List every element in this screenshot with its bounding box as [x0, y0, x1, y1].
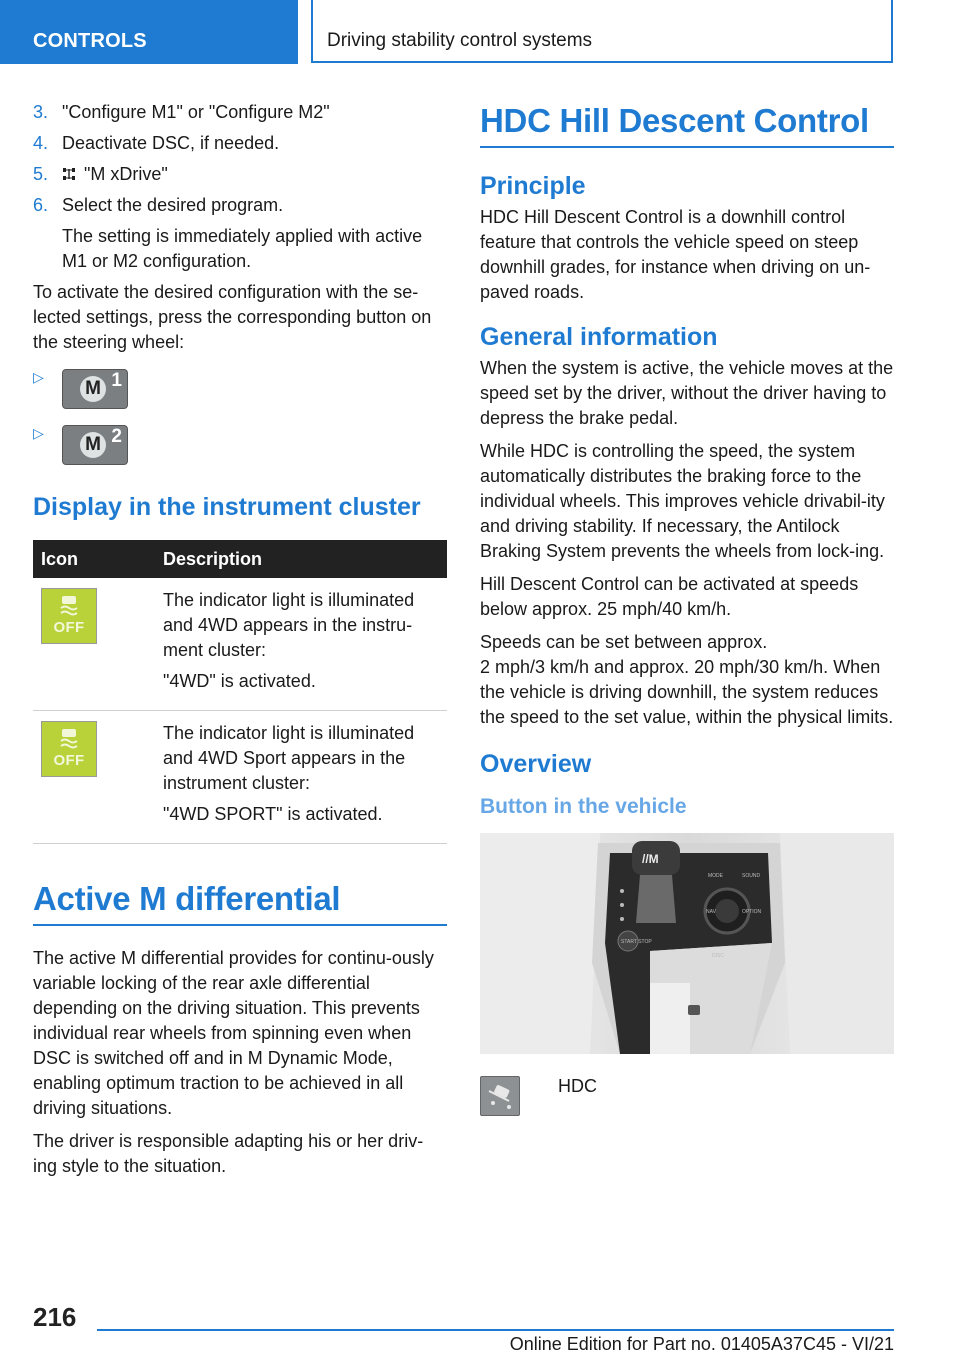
4wd-off-icon — [41, 588, 97, 644]
list-item — [33, 100, 447, 125]
page-section-title: Active M differential — [33, 880, 341, 917]
table-row — [33, 578, 447, 711]
m-number: 1 — [111, 370, 122, 391]
hdc-label: HDC — [558, 1076, 597, 1096]
icon-text: OFF — [53, 619, 85, 636]
general-paragraph: While HDC is controlling the speed, the system automatically distributes the braking force to the individual wheels. This improves vehicle drivabil-ity and driving stability. If necessary, the Antilock Braking System prevents the wheels from lock-ing. — [480, 441, 885, 561]
step-list — [33, 100, 447, 274]
car-slope-icon — [58, 594, 80, 616]
column-header-description: Description — [155, 540, 447, 578]
triangle-bullet-icon: ▷ — [33, 369, 44, 385]
hdc-button-row — [480, 1076, 894, 1126]
left-column — [33, 100, 447, 1187]
table-cell-icon — [33, 711, 155, 844]
triangle-bullet-icon: ▷ — [33, 425, 44, 441]
table-cell-description — [155, 711, 447, 844]
row-status: "4WD" is activated. — [163, 671, 316, 691]
console-label: DISC — [712, 953, 724, 959]
chapter-tab — [311, 0, 893, 63]
row-description: The indicator light is illuminated and 4WD Sport appears in the instrument cluster: — [163, 723, 415, 793]
footer-divider — [97, 1329, 894, 1331]
principle-paragraph: HDC Hill Descent Control is a downhill control feature that controls the vehicle speed on steep downhill grades, for instance when driving on un-paved roads. — [480, 207, 871, 302]
hdc-button-icon — [480, 1076, 520, 1116]
table-cell-description — [155, 578, 447, 711]
step-number: 3. — [33, 102, 49, 122]
amd-paragraph: The active M differential provides for continu-ously variable locking of the rear axle differential depending on the driving situation. This prevents individual rear wheels from spinning even when DSC is switched off and in M Dynamic Mode, enabling optimum traction to be achieved in all driving situations. — [33, 948, 434, 1118]
right-column — [480, 100, 894, 1126]
list-item — [33, 131, 447, 156]
step-text: Deactivate DSC, if needed. — [62, 133, 280, 153]
icon-text: OFF — [53, 752, 85, 769]
step-text: "M xDrive" — [84, 164, 168, 184]
m-letter: M — [80, 432, 106, 458]
heading-amd — [33, 880, 447, 926]
page-number: 216 — [33, 1302, 77, 1332]
activate-paragraph: To activate the desired configuration with the se-lected settings, press the corresponding button on the steering wheel: — [33, 282, 432, 352]
section-title: CONTROLS — [33, 30, 147, 52]
row-description: The indicator light is illuminated and 4WD appears in the instru-ment cluster: — [163, 590, 415, 660]
list-item — [33, 421, 447, 477]
list-item — [33, 162, 447, 187]
section-heading: Overview — [480, 750, 592, 778]
step-note: The setting is immediately applied with active M1 or M2 configuration. — [62, 226, 423, 271]
page-section-title: HDC Hill Descent Control — [480, 102, 869, 139]
general-paragraph: Hill Descent Control can be activated at speeds below approx. 25 mph/40 km/h. — [480, 574, 859, 619]
speed-range-text: Speeds can be set between approx. — [480, 632, 768, 652]
center-console-illustration — [480, 833, 894, 1054]
list-item — [33, 365, 447, 421]
step-number: 4. — [33, 133, 49, 153]
subsection-heading: Button in the vehicle — [480, 795, 687, 818]
section-tab — [0, 0, 298, 64]
car-slope-icon — [58, 727, 80, 749]
general-paragraph: 2 mph/3 km/h and approx. 20 mph/30 km/h. When the vehicle is driving downhill, the system reduces the speed to the set value, within the physical limits. — [480, 657, 894, 727]
list-item — [33, 193, 447, 274]
section-heading: Principle — [480, 172, 586, 200]
m2-button-icon — [62, 425, 128, 465]
table-header-row — [33, 540, 447, 578]
step-text: "Configure M1" or "Configure M2" — [62, 102, 330, 122]
gear-lever-logo: //M — [642, 852, 659, 866]
console-label: NAV — [706, 909, 716, 915]
amd-paragraph: The driver is responsible adapting his or her driv-ing style to the situation. — [33, 1131, 424, 1176]
console-label: SOUND — [742, 873, 761, 879]
console-label: OPTION — [742, 909, 762, 915]
step-text: Select the desired program. — [62, 195, 284, 215]
xdrive-icon — [62, 167, 76, 181]
chapter-title: Driving stability control systems — [327, 30, 593, 51]
m-letter: M — [80, 376, 106, 402]
column-header-icon: Icon — [33, 540, 155, 578]
heading-hdc — [480, 102, 894, 148]
button-list — [33, 365, 447, 477]
general-paragraph — [480, 630, 894, 655]
step-number: 5. — [33, 164, 49, 184]
4wd-off-icon — [41, 721, 97, 777]
m-number: 2 — [111, 426, 122, 447]
general-paragraph: When the system is active, the vehicle moves at the speed set by the driver, without the driver having to depress the brake pedal. — [480, 358, 894, 428]
center-console-photo — [480, 833, 894, 1054]
footer-edition: Online Edition for Part no. 01405A37C45 - VI/21 — [509, 1334, 894, 1354]
console-label: START STOP — [621, 939, 652, 945]
m1-button-icon — [62, 369, 128, 409]
section-heading: General information — [480, 323, 718, 351]
table-cell-icon — [33, 578, 155, 711]
step-number: 6. — [33, 195, 49, 215]
section-heading: Display in the instrument cluster — [33, 493, 421, 521]
indicator-table — [33, 540, 447, 844]
table-row — [33, 711, 447, 844]
row-status: "4WD SPORT" is activated. — [163, 804, 383, 824]
console-label: MODE — [708, 873, 723, 879]
